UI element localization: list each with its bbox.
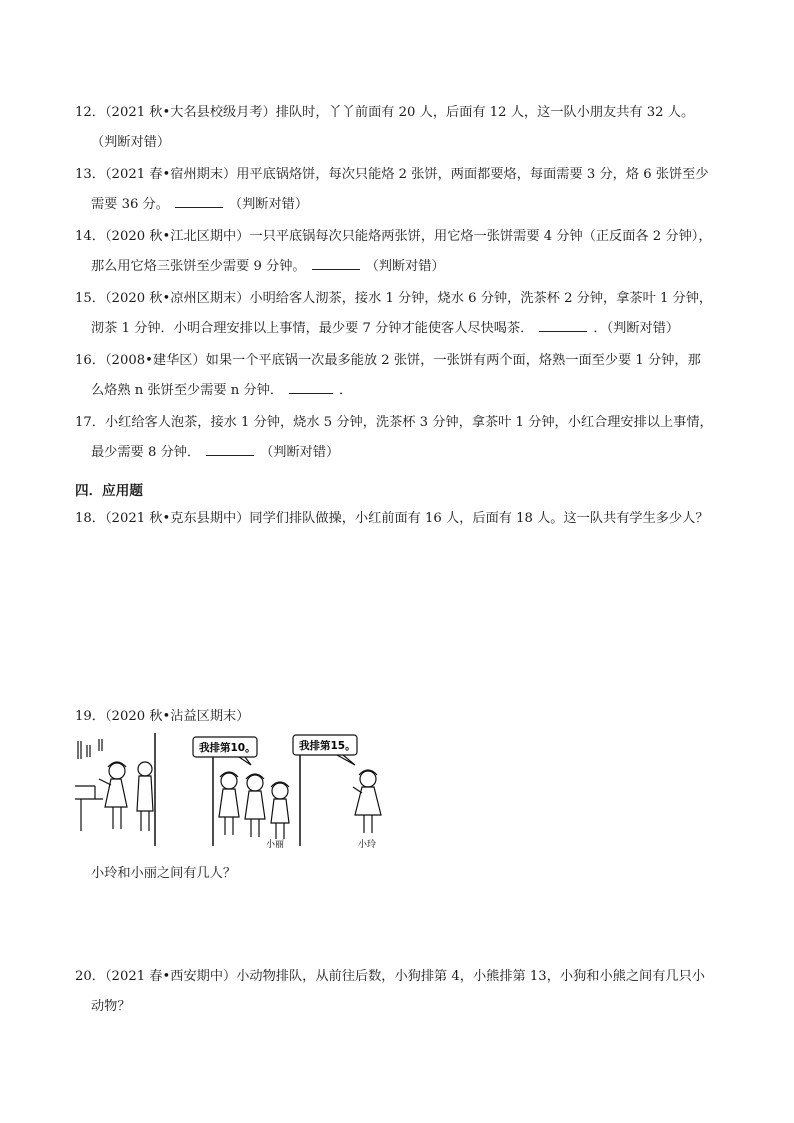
question-text: （2021 秋•克东县期中）同学们排队做操，小红前面有 16 人，后面有 18 人。这一队共有学生多少人？ bbox=[104, 511, 709, 526]
question-text: （2020 秋•凉州区期末）小明给客人沏茶，接水 1 分钟，烧水 6 分钟，洗茶杯 2 分钟，拿茶叶 1 分钟， bbox=[104, 291, 713, 306]
question-12 bbox=[75, 98, 735, 158]
judge-hint: ．（判断对错） bbox=[593, 321, 680, 336]
question-13 bbox=[75, 160, 735, 220]
question-text-line2: 那么用它烙三张饼至少需要 9 分钟。 bbox=[91, 259, 306, 274]
child-figure-icon bbox=[137, 762, 153, 831]
sub-question: 小玲和小丽之间有几人？ bbox=[91, 866, 237, 881]
question-text-line2: 么烙熟 n 张饼至少需要 n 分钟． bbox=[91, 383, 284, 398]
bubble-text-1: 我排第10。 bbox=[199, 742, 256, 754]
question-text-line2: 需要 36 分。 bbox=[91, 197, 169, 212]
question-text: （2020 秋•沾益区期末） bbox=[104, 709, 250, 724]
question-text-line2: 动物？ bbox=[91, 999, 131, 1014]
question-text-line2: 沏茶 1 分钟．小明合理安排以上事情，最少要 7 分钟才能使客人尽快喝茶． bbox=[91, 321, 534, 336]
section-heading: 四．应用题 bbox=[75, 483, 143, 499]
girl-figure-icon bbox=[99, 762, 127, 829]
question-20 bbox=[75, 962, 735, 1022]
question-number: 19． bbox=[75, 709, 105, 724]
question-18 bbox=[75, 504, 735, 534]
question-number: 17． bbox=[75, 415, 105, 430]
question-number: 16． bbox=[75, 353, 105, 368]
bubble-text-2: 我排第15。 bbox=[299, 740, 356, 752]
answer-blank[interactable] bbox=[539, 317, 587, 332]
question-text: 小红给客人泡茶，接水 1 分钟，烧水 5 分钟，洗茶杯 3 分钟，拿茶叶 1 分钟，小红合理安排以上事情， bbox=[104, 415, 713, 430]
desk-icon bbox=[75, 786, 103, 831]
question-19 bbox=[75, 702, 735, 732]
child-figure-icon bbox=[245, 774, 265, 837]
question-text: （2021 秋•大名县校级月考）排队时，丫丫前面有 20 人，后面有 12 人，这一队小朋友共有 32 人。 bbox=[104, 105, 695, 120]
answer-blank[interactable] bbox=[289, 379, 333, 394]
tally-marks-icon bbox=[78, 739, 102, 759]
answer-blank[interactable] bbox=[312, 255, 360, 270]
question-number: 14． bbox=[75, 229, 105, 244]
judge-hint: ． bbox=[339, 383, 353, 398]
question-number: 12． bbox=[75, 105, 105, 120]
judge-hint: （判断对错） bbox=[228, 197, 309, 212]
question-16 bbox=[75, 346, 735, 406]
girl-figure-icon bbox=[353, 770, 381, 833]
child-figure-icon bbox=[271, 782, 289, 839]
queue-illustration bbox=[75, 731, 395, 851]
question-text-line2: （判断对错） bbox=[91, 135, 171, 150]
caption-xiaoli: 小丽 bbox=[266, 840, 285, 850]
question-text: （2020 秋•江北区期中）一只平底锅每次只能烙两张饼，用它烙一张饼需要 4 分钟（正反面各 2 分钟）， bbox=[104, 229, 712, 244]
judge-hint: （判断对错） bbox=[365, 259, 445, 274]
question-number: 20． bbox=[75, 969, 105, 984]
answer-blank[interactable] bbox=[175, 193, 223, 208]
caption-xiaoling: 小玲 bbox=[358, 840, 377, 850]
question-17 bbox=[75, 408, 735, 468]
question-text: （2021 春•西安期中）小动物排队，从前往后数，小狗排第 4，小熊排第 13，小狗和小熊之间有几只小 bbox=[104, 969, 705, 984]
question-number: 15． bbox=[75, 291, 105, 306]
question-14 bbox=[75, 222, 735, 282]
answer-blank[interactable] bbox=[206, 441, 254, 456]
child-figure-icon bbox=[219, 772, 239, 835]
judge-hint: （判断对错） bbox=[260, 445, 340, 460]
question-text: （2021 春•宿州期末）用平底锅烙饼，每次只能烙 2 张饼，两面都要烙，每面需要 3 分，烙 6 张饼至少 bbox=[104, 167, 709, 182]
question-text-line2: 最少需要 8 分钟． bbox=[91, 445, 201, 460]
question-text: （2008•建华区）如果一个平底锅一次最多能放 2 张饼，一张饼有两个面，烙熟一面至少要 1 分钟，那 bbox=[104, 353, 701, 368]
question-15 bbox=[75, 284, 735, 344]
question-number: 18． bbox=[75, 511, 105, 526]
question-number: 13． bbox=[75, 167, 105, 182]
